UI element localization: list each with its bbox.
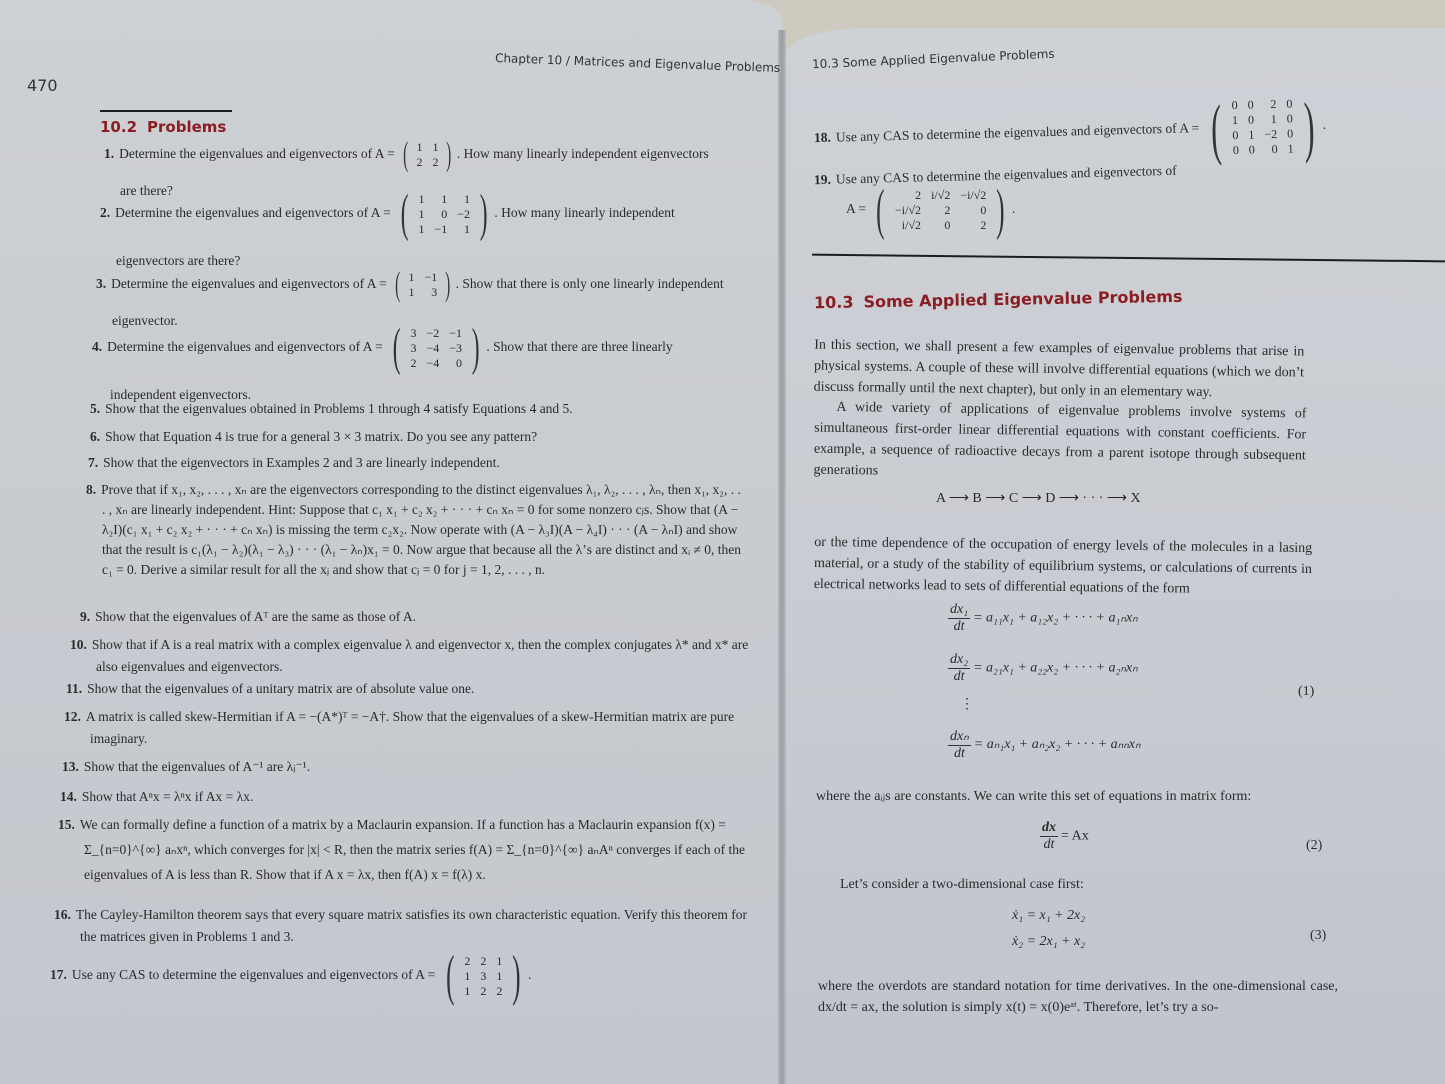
two-dim-eq-2: ẋ₂ = 2x₁ + x₂	[1012, 934, 1086, 949]
problem-7: 7. Show that the eigenvectors in Examples 2 and 3 are linearly independent.	[88, 455, 500, 470]
problem-2-cont: eigenvectors are there?	[116, 253, 241, 268]
problem-10: 10. Show that if A is a real matrix with a complex eigenvalue λ and eigenvector x, then the complex conjugates λ* and x* are also eigenvalues and eigenvectors.	[70, 637, 749, 674]
equation-label-1: (1)	[1298, 684, 1315, 699]
paragraph-applications: A wide variety of applications of eigenvalue problems involve systems of simultaneous first-order linear differential equations with constant coefficients. For example, a sequence of radioactive decays from a parent isotope through subsequent generations	[813, 399, 1307, 479]
problem-13: 13. Show that the eigenvalues of A⁻¹ are λⱼ⁻¹.	[62, 759, 311, 774]
equation-label-3: (3)	[1310, 928, 1327, 943]
problem-18: 18. Use any CAS to determine the eigenvalues and eigenvectors of A = ( 0 0 2 0 1 0 1 0 0 1 −2 0 0 0 0 1 ) .	[813, 87, 1327, 167]
problem-19-matrix: A = ( 2 i/√2 −i/√2 −i/√2 2 0 i/√2 0 2 ) .	[846, 179, 1016, 241]
problem-9: 9. Show that the eigenvalues of Aᵀ are the same as those of A.	[80, 609, 417, 624]
paragraph-systems: or the time dependence of the occupation of energy levels of the molecules in a lasing material, or a study of the stability of equilibrium systems, or calculations of currents in electrical networks lead to sets of differential equations of the form	[813, 534, 1313, 597]
problem-8: 8. Prove that if x₁, x₂, . . . , xₙ are the eigenvectors corresponding to the distinct eigenvalues λ₁, λ₂, . . . , λₙ, then x₁, x₂, . . . , xₙ are linearly independent. Hint: Suppose that c₁ x₁ + c₂ x₂ + · · · + cₙ xₙ = 0 for some nonzero cⱼs. Show that (A − λ₂I)(c₁ x₁ + c₂ x₂ + · · · + cₙ xₙ) is missing the term c₂x₂. Now operate with (A − λ₃I)(A − λ₄I) · · · (A − λₙI) and show that the result is c₁(λ₁ − λ₂)(λ₁ − λ₃) · · · (λ₁ − λₙ)x₁ = 0. Now argue that because all the λ’s are distinct and xᵢ ≠ 0, then c₁ = 0. Derive a similar result for all the xⱼ and show that cⱼ = 0 for j = 1, 2, . . . , n.	[86, 482, 742, 577]
section-rule	[100, 110, 232, 112]
section-heading-10-2: 10.2 Problems	[100, 118, 227, 136]
equation-label-2: (2)	[1306, 838, 1323, 853]
equation-row-2: $\frac{\text{dx₂}}{dt}$ = a₂₁x₁ + a₂₂x₂ + · · · + a₂ₙxₙ	[950, 652, 1138, 684]
page-number: 470	[27, 76, 58, 95]
equation-row-n: $\frac{\text{dxₙ}}{dt}$ = aₙ₁x₁ + aₙ₂x₂ + · · · + aₙₙxₙ	[950, 729, 1141, 761]
paragraph-intro: In this section, we shall present a few examples of eigenvalue problems that arise in physical systems. A couple of these will involve differential equations (which we don’t discuss formally until the next chapter), but only in an elementary way.	[813, 337, 1305, 401]
problem-12: 12. A matrix is called skew-Hermitian if A = −(A*)ᵀ = −A†. Show that the eigenvalues of a skew-Hermitian matrix are pure imaginary.	[64, 709, 735, 746]
problem-5: 5. Show that the eigenvalues obtained in Problems 1 through 4 satisfy Equations 4 and 5.	[90, 401, 573, 416]
problem-4-cont: independent eigenvectors.	[110, 387, 251, 402]
paragraph-constants: where the aᵢⱼs are constants. We can write this set of equations in matrix form:	[816, 789, 1252, 804]
equation-vdots: ⋮	[960, 697, 974, 712]
problem-17: 17. Use any CAS to determine the eigenvalues and eigenvectors of A = ( 2 2 1 1 3 1 1 2 2 ) .	[50, 945, 532, 1007]
problem-11: 11. Show that the eigenvalues of a unitary matrix are of absolute value one.	[66, 681, 475, 696]
problem-15: 15. We can formally define a function of a matrix by a Maclaurin expansion. If a function has a Maclaurin expansion f(x) = Σ_{n=0}^{∞} aₙxⁿ, which converges for |x| < R, then the matrix series f(A) = Σ_{n=0}^{∞} aₙAⁿ converges if each of the eigenvalues of A is less than R. Show that if A x = λx, then f(A) x = f(λ) x.	[58, 817, 745, 882]
problem-1: 1. Determine the eigenvalues and eigenvectors of A = ( 1 1 2 2 ) . How many linearly independent eigenvectors	[104, 136, 709, 173]
section-heading-10-3: 10.3 Some Applied Eigenvalue Problems	[813, 286, 1183, 313]
problem-3: 3. Determine the eigenvalues and eigenvectors of A = ( 1 −1 1 3 ) . Show that there is only one linearly independent	[96, 266, 724, 303]
problem-4: 4. Determine the eigenvalues and eigenvectors of A = ( 3 −2 −1 3 −4 −3 2 −4 0 ) . Show that there are three linearly	[92, 319, 673, 376]
problem-3-cont: eigenvector.	[112, 313, 178, 328]
problem-14: 14. Show that Aⁿx = λⁿx if Ax = λx.	[60, 789, 254, 804]
problem-6: 6. Show that Equation 4 is true for a general 3 × 3 matrix. Do you see any pattern?	[90, 429, 538, 444]
problem-2: 2. Determine the eigenvalues and eigenvectors of A = ( 1 1 1 1 0 −2 1 −1 1 ) . How many linearly independent	[100, 185, 675, 242]
decay-chain: A ⟶ B ⟶ C ⟶ D ⟶ · · · ⟶ X	[936, 491, 1141, 506]
book-gutter	[778, 30, 786, 1084]
running-head-right: 10.3 Some Applied Eigenvalue Problems	[811, 46, 1055, 72]
two-dim-eq-1: ẋ₁ = x₁ + 2x₂	[1012, 908, 1086, 923]
problem-16: 16. The Cayley-Hamilton theorem says that every square matrix satisfies its own characteristic equation. Verify this theorem for the matrices given in Problems 1 and 3.	[54, 907, 748, 944]
matrix-equation: $\frac{dx}{dt}$ = Ax	[1042, 820, 1089, 852]
paragraph-two-dim: Let’s consider a two-dimensional case first:	[840, 877, 1084, 892]
equation-row-1: $\frac{\text{dx₁}}{dt}$ = a₁₁x₁ + a₁₂x₂ + · · · + a₁ₙxₙ	[950, 602, 1138, 634]
problem-19: 19. Use any CAS to determine the eigenvalues and eigenvectors of	[813, 162, 1177, 188]
paragraph-overdots: where the overdots are standard notation for time derivatives. In the one-dimensional case, dx/dt = ax, the solution is simply x(t) = x(0)eᵃᵗ. Therefore, let’s try a so-	[818, 979, 1338, 1015]
problem-1-cont: are there?	[120, 183, 173, 198]
running-head-left: Chapter 10 / Matrices and Eigenvalue Problems	[494, 51, 781, 75]
